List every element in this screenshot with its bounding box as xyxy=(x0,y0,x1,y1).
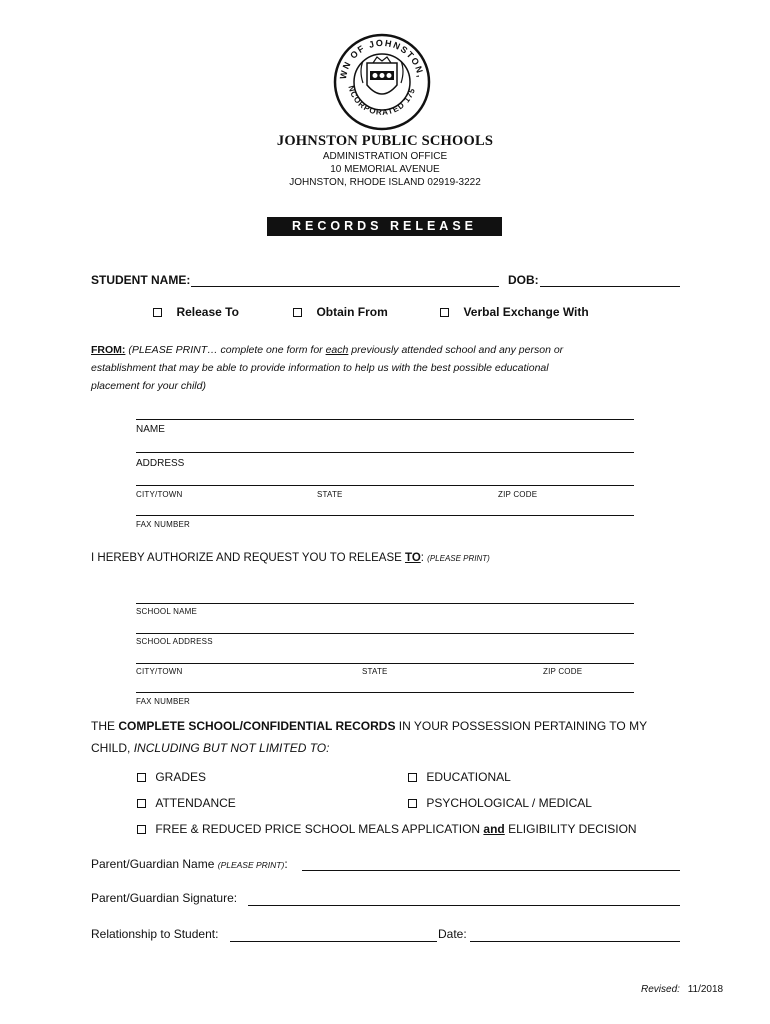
to-school-name-field[interactable] xyxy=(136,603,634,604)
dob-label: DOB: xyxy=(508,273,539,287)
guardian-name-label xyxy=(91,857,288,871)
authorize-please-print: (PLEASE PRINT) xyxy=(427,554,490,563)
from-name-field[interactable] xyxy=(136,419,634,420)
guardian-name-field[interactable] xyxy=(302,870,680,871)
dob-field[interactable] xyxy=(540,286,680,287)
records-including: INCLUDING BUT NOT LIMITED TO: xyxy=(133,741,330,755)
obtain-from-checkbox[interactable] xyxy=(293,308,302,317)
from-each: each xyxy=(325,344,349,356)
educational-option[interactable] xyxy=(408,770,511,784)
revised-label: Revised: xyxy=(641,984,680,995)
meals-option[interactable] xyxy=(137,822,637,836)
records-complete: COMPLETE SCHOOL/CONFIDENTIAL RECORDS xyxy=(118,719,396,733)
office-line: ADMINISTRATION OFFICE xyxy=(322,151,448,162)
from-address-label: ADDRESS xyxy=(136,458,185,469)
from-text-1: (PLEASE PRINT… complete one form for xyxy=(128,344,326,356)
educational-label: EDUCATIONAL xyxy=(426,770,511,784)
guardian-signature-field[interactable] xyxy=(248,905,680,906)
release-to-option[interactable] xyxy=(153,303,239,321)
from-city-label: CITY/TOWN xyxy=(136,490,183,499)
date-label: Date: xyxy=(438,927,467,941)
from-paragraph-line-3: placement for your child) xyxy=(91,380,206,392)
to-school-name-label: SCHOOL NAME xyxy=(136,607,198,616)
form-title-banner xyxy=(267,217,502,252)
psych-medical-option[interactable] xyxy=(408,796,592,810)
to-fax-label: FAX NUMBER xyxy=(136,697,191,706)
guardian-name-text: Parent/Guardian Name xyxy=(91,857,218,871)
guardian-name-please-print: (PLEASE PRINT) xyxy=(217,860,285,870)
from-text-2: previously attended school and any person or xyxy=(348,344,564,356)
authorize-colon: : xyxy=(420,552,428,564)
form-title: RECORDS RELEASE FORM xyxy=(291,219,478,252)
authorize-to: TO xyxy=(405,552,421,564)
from-state-label: STATE xyxy=(317,490,343,499)
records-line-2 xyxy=(91,741,329,755)
seal-ring-text: WN OF JOHNSTON, xyxy=(337,37,426,80)
authorize-line xyxy=(91,552,490,564)
attendance-checkbox[interactable] xyxy=(137,799,146,808)
from-paragraph-line-2: establishment that may be able to provide information to help us with the best possible educational xyxy=(91,362,549,374)
records-line-1 xyxy=(91,719,647,733)
psych-medical-checkbox[interactable] xyxy=(408,799,417,808)
release-to-checkbox[interactable] xyxy=(153,308,162,317)
to-zip-label: ZIP CODE xyxy=(543,667,583,676)
grades-label: GRADES xyxy=(155,770,207,784)
from-city-state-zip-field[interactable] xyxy=(136,485,634,486)
from-name-label: NAME xyxy=(136,424,165,435)
educational-checkbox[interactable] xyxy=(408,773,417,782)
school-title: JOHNSTON PUBLIC SCHOOLS xyxy=(276,133,494,149)
to-state-label: STATE xyxy=(362,667,388,676)
records-child: CHILD, xyxy=(91,741,134,755)
from-address-field[interactable] xyxy=(136,452,634,453)
to-city-label: CITY/TOWN xyxy=(136,667,183,676)
obtain-from-option[interactable] xyxy=(293,303,388,321)
to-fax-field[interactable] xyxy=(136,692,634,693)
obtain-from-label: Obtain From xyxy=(316,305,388,319)
grades-option[interactable] xyxy=(137,770,206,784)
relationship-label: Relationship to Student: xyxy=(91,927,219,941)
date-field[interactable] xyxy=(470,941,680,942)
meals-text-1: FREE & REDUCED PRICE SCHOOL MEALS APPLICATION xyxy=(155,822,484,836)
from-paragraph-line-1 xyxy=(91,344,563,356)
relationship-field[interactable] xyxy=(230,941,437,942)
authorize-text: I HEREBY AUTHORIZE AND REQUEST YOU TO RELEASE xyxy=(91,552,405,564)
town-seal xyxy=(333,33,431,131)
student-name-label: STUDENT NAME: xyxy=(91,273,191,287)
grades-checkbox[interactable] xyxy=(137,773,146,782)
from-fax-label: FAX NUMBER xyxy=(136,520,191,529)
verbal-label: Verbal Exchange With xyxy=(463,305,589,319)
attendance-label: ATTENDANCE xyxy=(155,796,236,810)
records-rest: IN YOUR POSSESSION PERTAINING TO MY xyxy=(395,719,648,733)
revision-note xyxy=(641,984,723,995)
meals-and: and xyxy=(483,822,505,836)
meals-text-2: ELIGIBILITY DECISION xyxy=(504,822,637,836)
student-name-field[interactable] xyxy=(191,286,499,287)
from-fax-field[interactable] xyxy=(136,515,634,516)
guardian-signature-label: Parent/Guardian Signature: xyxy=(91,891,238,905)
revised-date: 11/2018 xyxy=(687,984,724,995)
psych-medical-label: PSYCHOLOGICAL / MEDICAL xyxy=(426,796,592,810)
from-zip-label: ZIP CODE xyxy=(498,490,538,499)
city-line: JOHNSTON, RHODE ISLAND 02919-3222 xyxy=(289,177,481,188)
from-label: FROM: xyxy=(91,344,126,356)
seal-bottom-text: NCORPORATED 175 xyxy=(346,84,418,117)
street-line: 10 MEMORIAL AVENUE xyxy=(330,164,440,175)
to-city-state-zip-field[interactable] xyxy=(136,663,634,664)
records-the: THE xyxy=(91,719,119,733)
guardian-name-colon: : xyxy=(284,857,288,871)
meals-checkbox[interactable] xyxy=(137,825,146,834)
to-school-address-label: SCHOOL ADDRESS xyxy=(136,637,213,646)
verbal-option[interactable] xyxy=(440,303,589,321)
release-to-label: Release To xyxy=(176,305,239,319)
attendance-option[interactable] xyxy=(137,796,236,810)
verbal-checkbox[interactable] xyxy=(440,308,449,317)
to-school-address-field[interactable] xyxy=(136,633,634,634)
